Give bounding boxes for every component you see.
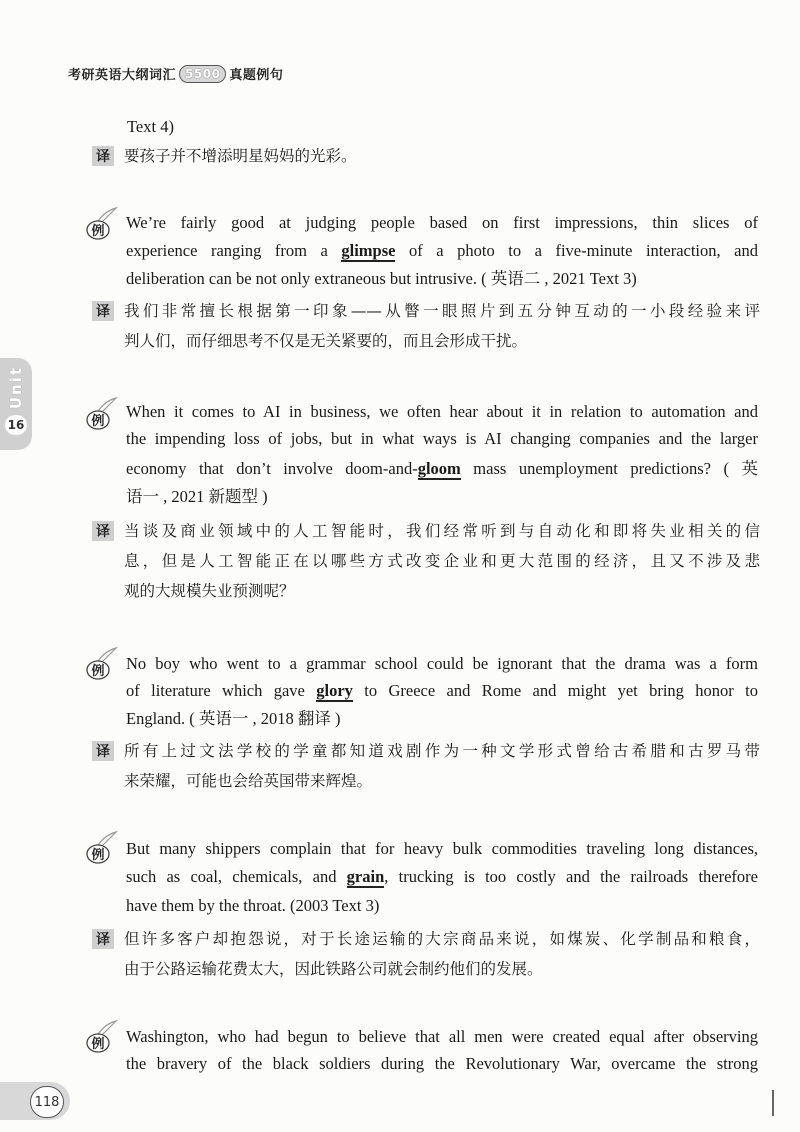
prev-translation: 要孩子并不增添明星妈妈的光彩。 bbox=[124, 147, 357, 165]
example-english-line bbox=[126, 895, 379, 917]
sentence-text: deliberation can be not only extraneous but intrusive. ( 英语二 , 2021 Text 3) bbox=[126, 269, 637, 288]
sentence-text: experience ranging from a bbox=[126, 241, 342, 260]
unit-side-tab bbox=[0, 358, 32, 450]
translation-line: 来荣耀，可能也会给英国带来辉煌。 bbox=[124, 772, 373, 790]
example-icon bbox=[84, 1019, 118, 1053]
sentence-text: Washington, who had begun to believe that all men were created equal after observing bbox=[126, 1027, 758, 1046]
translation-line: 我们非常擅长根据第一印象——从瞥一眼照片到五分钟互动的一小段经验来评 bbox=[124, 302, 760, 320]
unit-number: 16 bbox=[5, 415, 27, 435]
sentence-text: to Greece and Rome and might yet bring honor to bbox=[352, 681, 758, 700]
translation-line: 由于公路运输花费太大，因此铁路公司就会制约他们的发展。 bbox=[124, 960, 543, 978]
translation-line: 所有上过文法学校的学童都知道戏剧作为一种文学形式曾给古希腊和古罗马带 bbox=[124, 742, 760, 760]
example-icon bbox=[84, 206, 118, 240]
example-english-line bbox=[126, 458, 758, 480]
example-english-line bbox=[126, 240, 758, 262]
example-icon bbox=[84, 830, 118, 864]
example-english-line bbox=[126, 268, 637, 290]
keyword: gloom bbox=[417, 459, 461, 478]
header-title-left: 考研英语大纲词汇 bbox=[68, 68, 177, 83]
translation-icon: 译 bbox=[92, 521, 114, 541]
example-english-line bbox=[126, 428, 758, 450]
keyword: glory bbox=[316, 681, 353, 700]
example-english-line bbox=[126, 1053, 758, 1075]
prev-source-tail: Text 4) bbox=[127, 117, 174, 136]
example-english-line bbox=[126, 866, 758, 888]
sentence-text: such as coal, chemicals, and bbox=[126, 867, 347, 886]
svg-text:例: 例 bbox=[91, 414, 105, 429]
svg-text:例: 例 bbox=[91, 224, 105, 239]
example-icon bbox=[84, 396, 118, 430]
example-english-line bbox=[126, 1026, 758, 1048]
keyword: glimpse bbox=[341, 241, 396, 260]
example-english-line bbox=[126, 680, 758, 702]
translation-line: 观的大规模失业预测呢？ bbox=[124, 582, 295, 600]
header-title-right: 真题例句 bbox=[229, 68, 284, 83]
sentence-text: the impending loss of jobs, but in what ways is AI changing companies and the larger bbox=[126, 429, 758, 448]
translation-line: 息，但是人工智能正在以哪些方式改变企业和更大范围的经济，且又不涉及悲 bbox=[124, 552, 760, 570]
sentence-text: 语一 , 2021 新题型 ) bbox=[126, 487, 268, 506]
svg-text:例: 例 bbox=[91, 848, 105, 863]
sentence-text: of literature which gave bbox=[126, 681, 317, 700]
sentence-text: But many shippers complain that for heavy bulk commodities traveling long distances, bbox=[126, 839, 758, 858]
sentence-text: the bravery of the black soldiers during the Revolutionary War, overcame the strong bbox=[126, 1054, 758, 1073]
running-header bbox=[68, 64, 283, 83]
example-icon bbox=[84, 646, 118, 680]
example-english-line bbox=[126, 653, 758, 675]
sentence-text: When it comes to AI in business, we often hear about it in relation to automation and bbox=[126, 402, 758, 421]
svg-text:例: 例 bbox=[91, 1037, 105, 1052]
translation-icon: 译 bbox=[92, 741, 114, 761]
sentence-text: have them by the throat. (2003 Text 3) bbox=[126, 896, 380, 915]
translation-line: 但许多客户却抱怨说，对于长途运输的大宗商品来说，如煤炭、化学制品和粮食， bbox=[124, 930, 760, 948]
example-english-line bbox=[126, 401, 758, 423]
translation-icon: 译 bbox=[92, 929, 114, 949]
sentence-text: of a photo to a five-minute interaction, and bbox=[395, 241, 758, 260]
page-number: 118 bbox=[30, 1086, 64, 1118]
example-english-line bbox=[126, 708, 340, 730]
translation-icon: 译 bbox=[92, 146, 114, 166]
sentence-text: , trucking is too costly and the railroads therefore bbox=[384, 867, 758, 886]
keyword: grain bbox=[346, 867, 385, 886]
sentence-text: mass unemployment predictions? ( 英 bbox=[460, 459, 758, 478]
sentence-text: We’re fairly good at judging people based on first impressions, thin slices of bbox=[126, 213, 758, 232]
edge-mark bbox=[772, 1090, 774, 1116]
sentence-text: economy that don’t involve doom-and- bbox=[126, 459, 418, 478]
translation-line: 判人们，而仔细思考不仅是无关紧要的，而且会形成干扰。 bbox=[124, 332, 528, 350]
sentence-text: No boy who went to a grammar school could be ignorant that the drama was a form bbox=[126, 654, 758, 673]
example-english-line bbox=[126, 838, 758, 860]
header-badge-5500: 5500 bbox=[179, 65, 226, 83]
unit-label: Unit bbox=[7, 366, 25, 410]
example-english-line bbox=[126, 486, 268, 508]
translation-icon: 译 bbox=[92, 301, 114, 321]
svg-text:例: 例 bbox=[91, 664, 105, 679]
translation-line: 当谈及商业领域中的人工智能时，我们经常听到与自动化和即将失业相关的信 bbox=[124, 522, 760, 540]
example-english-line bbox=[126, 212, 758, 234]
sentence-text: England. ( 英语一 , 2018 翻译 ) bbox=[126, 709, 341, 728]
page-number-tab bbox=[0, 1082, 70, 1120]
